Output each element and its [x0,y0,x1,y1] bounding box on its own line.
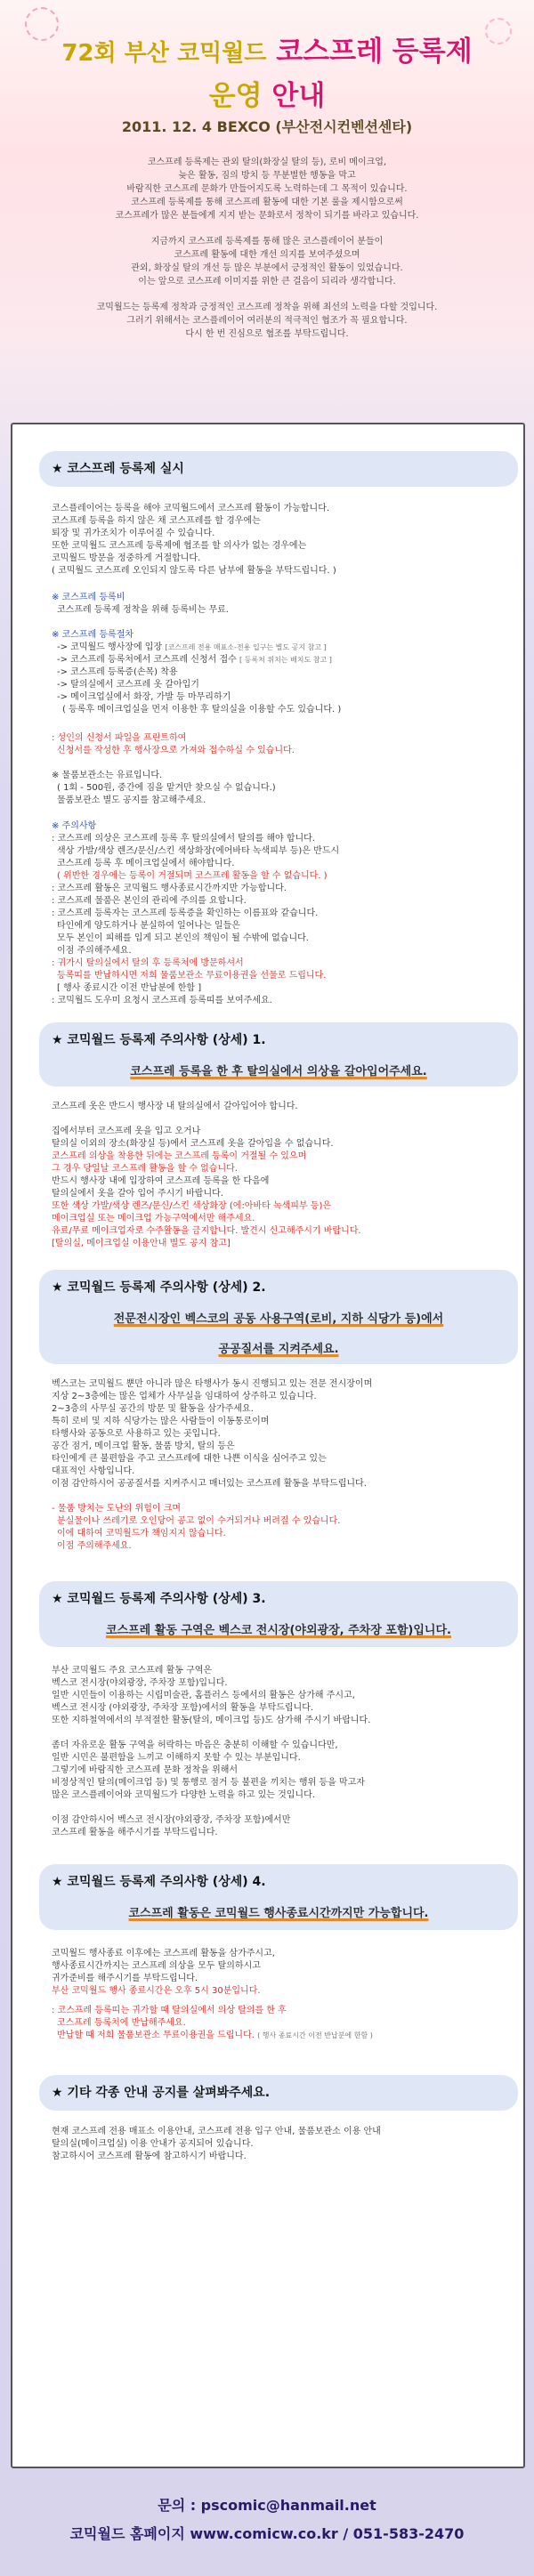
header [0,0,534,156]
contact-email[interactable]: 문의 : pscomic@hanmail.net [158,2497,376,2514]
intro-paragraph-3: 코믹월드는 등록제 정착과 긍정적인 코스프레 정착을 위해 최선의 노력을 다할 것입니다. 그러기 위해서는 코스플레이어 여러분의 적극적인 협조가 꼭 필요합니다. 다시 한 번 진심으로 협조를 부탁드립니다. [96,303,438,339]
section1-caution: ※ 주의사항 : 코스프레 의상은 코스프레 등록 후 탈의실에서 탈의를 해야 합니다. 색상 가발/색상 렌즈/문신/스킨 색상화장(에어바타 녹색피부 등)은 반드시 코스프레 등록 후 메이크업실에서 해야합니다. ( 위반한 경우에는 등록이 거절되며 코스프레 활동을 할 수 없습니다. ) : 코스프레 활동은 코믹월드 행사종료시간까지만 가능합니다. : 코스프레 물품은 본인의 관리에 주의를 요합니다. : 코스프레 등록자는 코스프레 등록증을 확인하는 이름표와 같습니다. 타인에게 양도하거나 분실하여 일어나는 일들은 모두 본인이 피해를 입게 되고 본인의 책임이 될 수밖에 없습니다. 이점 주의해주세요. : 귀가시 탈의실에서 탈의 후 등록처에 방문하셔서 등록띠를 반납하시면 저희 물품보관소 무료이용권을 선물로 드립니다. [ 행사 종료시간 이전 반납분에 한함 ] : 코믹월드 도우미 요청시 코스프레 등록띠를 보여주세요. [52,821,340,1005]
section1-fee: ※ 코스프레 등록비 코스프레 등록제 정착을 위해 등록비는 무료. [52,593,229,615]
header-main-title: 코스프레 등록제 [276,36,473,68]
section-subtitle: 공공질서를 지켜주세요. [218,1343,339,1356]
section-header-notices [39,2075,518,2111]
section3-body: 벡스코는 코믹월드 뿐만 아니라 많은 타행사가 동시 진행되고 있는 전문 전시장이며 지상 2~3층에는 많은 업체가 사무실을 임대하여 상주하고 있습니다. 2~3층의 사무실 공간의 방문 및 활동을 삼가주세요. 특히 로비 및 지하 식당가는 많은 사람들이 이동통로이며 타행사와 공동으로 사용하고 있는 곳입니다. 공간 점거, 메이크업 활동, 물품 방치, 탈의 등은 타인에게 큰 불편함을 주고 코스프레에 대한 나쁜 이식을 심어주고 있는 대표적인 사항입니다. 이점 감안하시어 공공질서를 지켜주시고 매너있는 코스프레 활동을 부탁드립니다. - 물품 방치는 도난의 위험이 크며 분실물이나 쓰레기로 오인당어 공고 없이 수거되거나 버려질 수 있습니다. 이에 대하여 코믹월드가 책임지지 않습니다. 이점 주의해주세요. [52,1379,373,1551]
homepage-info[interactable]: 코믹월드 홈페이지 www.comicw.co.kr / 051-583-2470 [69,2525,465,2542]
section-title: ★ 기타 각종 안내 공지를 살펴봐주세요. [52,2086,271,2100]
footer [0,2483,534,2576]
content-card [11,423,525,2468]
header-title-line2 [0,73,534,113]
section1-storage: ※ 물품보관소는 유료입니다. ( 1회 - 500원, 중간에 짐을 맡겨만 찾으실 수 없습니다.) 물품보관소 별도 공지를 참고해주세요. [52,771,276,805]
section-header-detail-3 [39,1581,518,1647]
header-title-rest: 안내 [271,80,326,112]
section-header-detail-2 [39,1270,518,1364]
section4-body: 부산 코믹월드 주요 코스프레 활동 구역은 벡스코 전시장(야외광장, 주차장 포함)입니다. 일반 시민들이 이용하는 시립미술관, 홈플러스 등에서의 활동은 삼가해 주시고, 벡스코 전시장 (야외광장, 주차장 포함)에서의 활동을 부탁드립니다. 또한 지하철역에서의 부적절한 활동(탈의, 메이크업 등)도 삼가해 주시기 바랍니다. 좀더 자유로운 활동 구역을 허락하는 마음은 충분히 이해할 수 있습니다만, 일반 시민은 불편함을 느끼고 이해하지 못할 수 있는 부분입니다. 그렇기에 바람직한 코스프레 문화 정착을 위해서 비정상적인 탈의(메이크업 등) 및 통행로 점거 등 불편을 끼치는 행위 등을 막고자 많은 코스플레이어와 코믹월드가 다양한 노력을 하고 있는 것입니다. 이점 감안하시어 벡스코 전시장(야외광장, 주차장 포함)에서만 코스프레 활동을 해주시기를 부탁드립니다. [52,1666,371,1837]
section6-body: 현재 코스프레 전용 매표소 이용안내, 코스프레 전용 입구 안내, 물품보관소 이용 안내 탈의실(메이크업실) 이용 안내가 공지되어 있습니다. 참고하시어 코스프레 활동에 참고하시기 바랍니다. [52,2127,381,2161]
intro-paragraph-1: 코스프레 등록제는 관외 탈의(화장실 탈의 등), 로비 메이크업, 늦은 활동, 짐의 방치 등 무분별한 행동을 막고 바람직한 코스프레 문화가 만들어지도록 노력하는데 그 목적이 있습니다. 코스프레 등록제를 통해 코스프레 활동에 대한 기본 룰을 제시함으로써 코스프레가 많은 분들에게 지지 받는 문화로서 정착이 되기를 바라고 있습니다. [115,157,419,221]
section2-body: 코스프레 옷은 반드시 행사장 내 탈의실에서 갈아입어야 합니다. 집에서부터 코스프레 옷을 입고 오거나 탈의실 이외의 장소(화장실 등)에서 코스프레 옷을 갈아입을 수 없습니다. 코스프레 의상을 착용한 뒤에는 코스프레 등록이 거절될 수 있으며 그 경우 당일날 코스프레 활동을 할 수 없습니다. 반드시 행사장 내에 입장하여 코스프레 등록을 한 다음에 탈의실에서 옷을 갈아 입어 주시기 바랍니다. 또한 색상 가발/색상 렌즈/문신/스킨 색상화장 (에:아바타 녹색피부 등)은 메이크업실 또는 메이크업 가능구역에서만 해주세요. 유료/무료 메이크업자로 수주활동을 금지합니다. 발견시 신고해주시기 바랍니다. [탈의실, 메이크업실 이용안내 별도 공지 참고] [52,1102,361,1248]
section5-return-note: : 코스프레 등록띠는 귀가할 때 탈의실에서 의상 탈의를 한 후 코스프레 등록처에 반납해주세요. 반납할 때 저희 물품보관소 무료이용권을 드립니다. ( 행사 종료시간 이전 반납분에 한함 ) [52,2006,373,2040]
header-title-line1 [0,28,534,69]
section-title: ★ 코믹월드 등록제 주의사항 (상세) 2. [52,1280,266,1295]
section1-procedure: ※ 코스프레 등록절차 -> 코믹월드 행사장에 입장 [코스프레 전용 매표소-전용 입구는 별도 공지 참고 ] -> 코스프레 등록처에서 코스프레 신청서 접수 [ 등록처 위치는 배치도 참고 ] -> 코스프레 등록증(손목) 착용 -> 탈의실에서 코스프레 옷 갈아입기 -> 메이크업실에서 화장, 가발 등 마무리하기 ( 등록후 메이크업실을 먼저 이용한 후 탈의실을 이용할 수도 있습니다. ) [52,630,342,715]
header-event-name: 72회 부산 코믹월드 [61,40,267,67]
section-subtitle: 코스프레 활동 구역은 벡스코 전시장(야외광장, 주차장 포함)입니다. [106,1624,451,1637]
section1-application-note: : 성인의 신청서 파일을 프린트하여 신청서를 작성한 후 행사장으로 가져와 접수하실 수 있습니다. [52,733,295,755]
section-header-detail-4 [39,1864,518,1930]
section1-intro: 코스플레이어는 등록을 해야 코믹월드에서 코스프레 활동이 가능합니다. 코스프레 등록을 하지 않은 채 코스프레를 할 경우에는 퇴장 및 귀가조치가 이루어질 수 있습니다. 또한 코믹월드 코스프레 등록제에 협조를 할 의사가 없는 경우에는 코믹월드 방문을 정중하게 거절합니다. ( 코믹월드 코스프레 오인되지 않도록 다른 남부에 활동을 부탁드립니다. ) [52,504,336,576]
header-highlight: 운영 [208,80,263,112]
intro-paragraph-2: 지금까지 코스프레 등록제를 통해 많은 코스플레이어 분들이 코스프레 활동에 대한 개선 의지를 보여주셨으며 관외, 화장실 탈의 개선 등 많은 부분에서 긍정적인 활동이 있었습니다. 이는 앞으로 코스프레 이미지를 위한 큰 걸음이 되리라 생각합니다. [131,237,403,287]
section5-body: 코믹월드 행사종료 이후에는 코스프레 활동을 삼가주시고, 행사종료시간까지는 코스프레 의상을 모두 탈의하시고 귀가준비를 해주시기를 부탁드립니다. 부산 코믹월드 행사 종료시간은 오후 5시 30분입니다. [52,1949,275,1996]
section-subtitle: 코스프레 활동은 코믹월드 행사종료시간까지만 가능합니다. [128,1907,429,1920]
section-title: ★ 코믹월드 등록제 주의사항 (상세) 3. [52,1592,266,1606]
intro [9,156,525,414]
section-title: ★ 코스프레 등록제 실시 [52,462,184,476]
section-title: ★ 코믹월드 등록제 주의사항 (상세) 4. [52,1875,266,1889]
section-header-registration [39,451,518,487]
header-date: 2011. 12. 4 BEXCO (부산전시컨벤션센타) [121,118,413,135]
section-subtitle: 코스프레 등록을 한 후 탈의실에서 의상을 갈아입어주세요. [130,1065,427,1078]
section-title: ★ 코믹월드 등록제 주의사항 (상세) 1. [52,1033,266,1047]
section-subtitle: 전문전시장인 벡스코의 공동 사용구역(로비, 지하 식당가 등)에서 [113,1312,444,1326]
section-header-detail-1 [39,1022,518,1086]
